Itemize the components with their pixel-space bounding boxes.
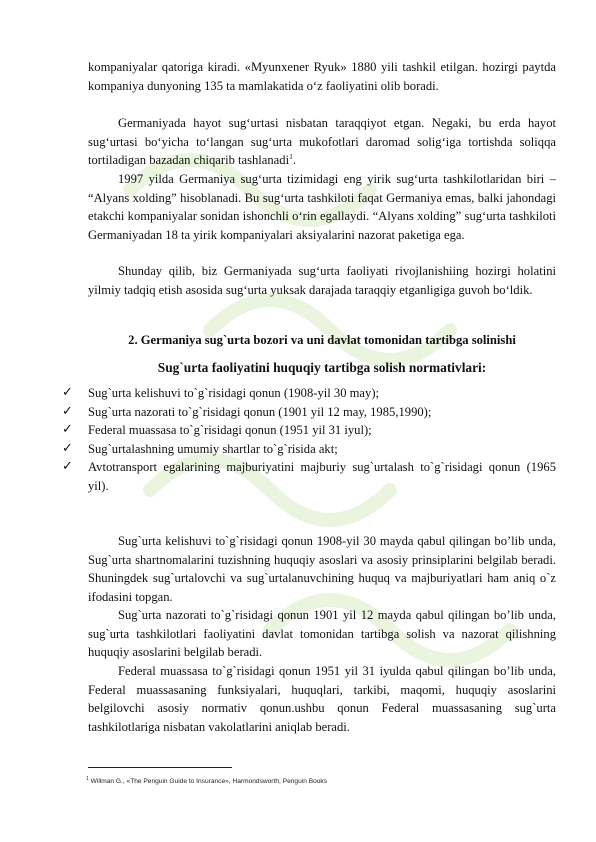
list-item-text: Federal muassasa to`g`risidagi qonun (1951 yil 31 iyul); [88, 423, 372, 438]
paragraph-allianz: 1997 yilda Germaniya sug‘urta tizimidagi eng yirik sug‘urta tashkilotlaridan biri – “Alyans xolding” hisoblanadi. Bu sug‘urta tashkiloti faqat Germaniya emas, balki jahondagi etakchi kompaniyalar sonidan ishonchli o‘rin egallaydi. “Alyans xolding” sug‘urta tashkiloti Germaniyadan 18 ta yirik kompaniyalari aksiyalarini nazorat paketiga ega. [88, 172, 556, 242]
paragraph-supervision-law: Sug`urta nazorati to`g`risidagi qonun 1901 yil 12 mayda qabul qilingan bo’lib unda, sug`urta tashkilotlari faoliyatini davlat tomonidan tartibga solish va nazorat qilishning huquqiy asoslarini belgilab beradi. [88, 608, 556, 660]
paragraph-conclusion: Shunday qilib, biz Germaniyada sug‘urta faoliyati rivojlanishiing hozirgi holatini yilmiy tadqiq etish asosida sug‘urta yuksak darajada taraqqiy etganligiga guvoh bo‘ldik. [88, 264, 556, 297]
list-item [62, 458, 556, 495]
list-item [62, 384, 556, 403]
footnote-separator [88, 767, 232, 768]
paragraph-life-insurance: Germaniyada hayot sug‘urtasi nisbatan taraqqiyot etgan. Negaki, bu erda hayot sug‘urtasi bo‘yicha to‘langan sug‘urta mukofotlari daromad solig‘iga tortishda soliqqa tortiladigan bazadan chiqarib tashlanadi$^1$. [88, 116, 556, 168]
subheading: Sug`urta faoliyatini huquqiy tartibga solish normativlari: [157, 360, 487, 375]
check-icon: ✓ [62, 422, 73, 438]
footnote-number: 1 [86, 776, 89, 782]
list-item-text: Sug`urta kelishuvi to`g`risidagi qonun (1908-yil 30 may); [88, 386, 380, 400]
checklist [62, 384, 556, 496]
list-item-text: Sug`urtalashning umumiy shartlar to`g`risida akt; [88, 441, 338, 456]
check-icon: ✓ [62, 440, 73, 456]
paragraph-intro: kompaniyalar qatoriga kiradi. «Myunxener Ryuk» 1880 yili tashkil etilgan. hozirgi paytda kompaniya dunyoning 135 ta mamlakatida o‘z faoliyatini olib boradi. [88, 60, 556, 93]
paragraph-life-insurance-text: Germaniyada hayot sug‘urtasi nisbatan taraqqiyot etgan. Negaki, bu erda hayot sug‘urtasi bo‘yicha to‘langan sug‘urta mukofotlari daromad solig‘iga tortishda soliqqa tortiladigan bazadan chiqarib tashlanadi [88, 116, 556, 168]
list-item-text: Avtotransport egalarining majburiyatini majburiy sug`urtalash to`g`risidagi qonun (1965 yil). [88, 460, 556, 493]
list-item [62, 440, 556, 459]
footnote [86, 776, 556, 785]
section-heading: 2. Germaniya sug`urta bozori va uni davlat tomonidan tartibga solinishi [128, 333, 516, 347]
check-icon: ✓ [62, 403, 73, 419]
footnote-text: Willman G., «The Penguin Guide to Insurance», Harmondsworth, Penguin Books [90, 778, 328, 786]
list-item [62, 403, 556, 422]
paragraph-federal-law: Federal muassasa to`g`risidagi qonun 1951 yil 31 iyulda qabul qilingan bo’lib unda, Federal muassasaning funksiyalari, huquqlari, tarkibi, maqomi, huquqiy asoslarini belgilovchi asosiy normativ qonun.ushbu qonun Federal muassasaning sug`urta tashkilotlariga nisbatan vakolatlarini aniqlab beradi. [88, 664, 556, 734]
check-icon: ✓ [62, 385, 73, 400]
check-icon: ✓ [62, 459, 73, 475]
list-item [62, 421, 556, 440]
paragraph-contract-law: Sug`urta kelishuvi to`g`risidagi qonun 1908-yil 30 mayda qabul qilingan bo’lib unda, Sug`urta shartnomalarini tuzishning huquqiy asoslari va asosiy prinsiplarini belgilab beradi. Shuningdek sug`urtalovchi va sug`urtalanuvchining huquq va majburiyatlari ham aniq o`z ifodasini topgan. [88, 534, 556, 604]
list-item-text: Sug`urta nazorati to`g`risidagi qonun (1901 yil 12 may, 1985,1990); [88, 404, 432, 419]
footnote-reference[interactable]: 1 [289, 152, 293, 161]
